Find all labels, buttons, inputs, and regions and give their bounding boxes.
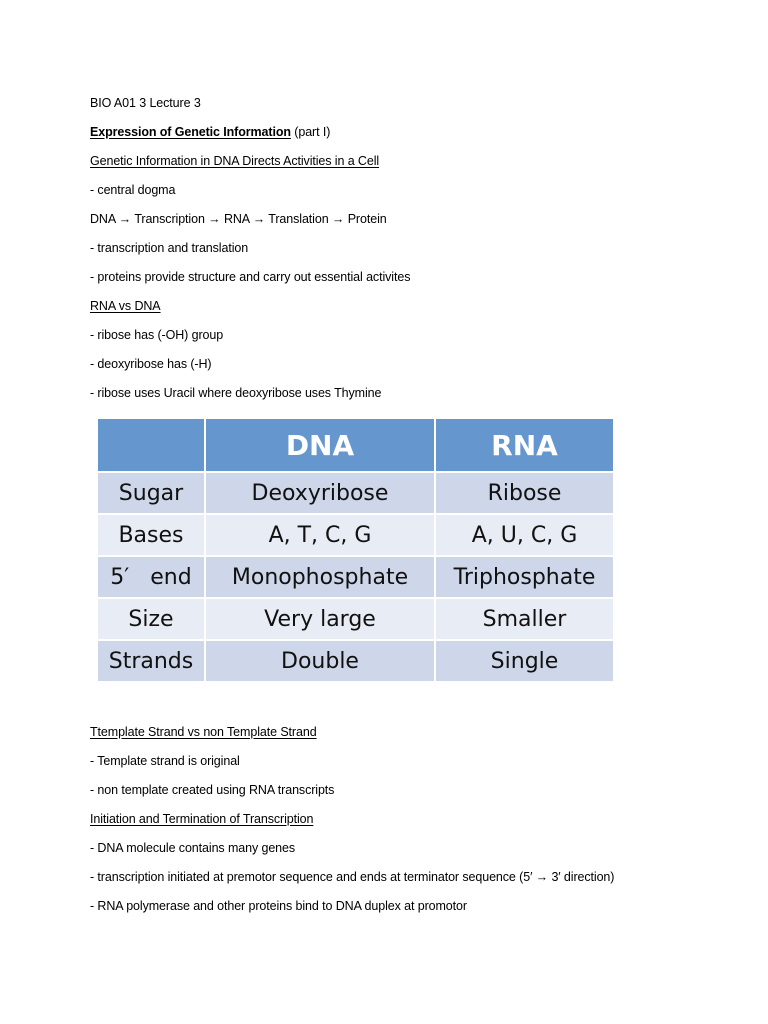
bullet-uracil-thymine: - ribose uses Uracil where deoxyribose uses Thymine — [90, 386, 382, 400]
bullet-transcription-initiated: - transcription initiated at premotor sequence and ends at terminator sequence (5′ → 3′ direction) — [90, 870, 615, 884]
bullet-deoxyribose: - deoxyribose has (-H) — [90, 357, 212, 371]
bullet-non-template: - non template created using RNA transcripts — [90, 783, 335, 797]
bullet-central-dogma: - central dogma — [90, 183, 176, 197]
table-cell-rna: Smaller — [435, 598, 614, 640]
table-cell-dna: Deoxyribose — [205, 472, 435, 514]
section-title-rna-vs-dna: RNA vs DNA — [90, 299, 161, 313]
table-row-label: 5′ end — [97, 556, 205, 598]
table-header-row — [97, 418, 614, 472]
bullet-proteins: - proteins provide structure and carry out essential activites — [90, 270, 411, 284]
table-row — [97, 598, 614, 640]
bullet-transcription-translation: - transcription and translation — [90, 241, 249, 255]
table-row — [97, 556, 614, 598]
section-title-initiation-termination: Initiation and Termination of Transcription — [90, 812, 314, 826]
section-heading-expression — [90, 124, 330, 140]
table-cell-dna: A, T, C, G — [205, 514, 435, 556]
dna-rna-comparison-table — [96, 417, 615, 683]
table-cell-rna: Single — [435, 640, 614, 682]
table-cell-dna: Very large — [205, 598, 435, 640]
table-header-rna: RNA — [435, 418, 614, 472]
table-row — [97, 514, 614, 556]
table-cell-rna: Ribose — [435, 472, 614, 514]
table-cell-rna: Triphosphate — [435, 556, 614, 598]
bullet-dna-genes: - DNA molecule contains many genes — [90, 841, 296, 855]
section-title-suffix: (part I) — [290, 125, 331, 139]
central-dogma-flow: DNA → Transcription → RNA → Translation → Protein — [90, 212, 387, 226]
table-header-dna: DNA — [205, 418, 435, 472]
bullet-rna-polymerase: - RNA polymerase and other proteins bind to DNA duplex at promotor — [90, 899, 467, 913]
table-cell-rna: A, U, C, G — [435, 514, 614, 556]
table-row-label: Strands — [97, 640, 205, 682]
section-title-expression: Expression of Genetic Information — [90, 125, 291, 139]
bullet-ribose: - ribose has (-OH) group — [90, 328, 224, 342]
table-row — [97, 472, 614, 514]
bullet-template-original: - Template strand is original — [90, 754, 240, 768]
table-row-label: Sugar — [97, 472, 205, 514]
course-line: BIO A01 3 Lecture 3 — [90, 96, 201, 110]
table-cell-dna: Double — [205, 640, 435, 682]
table-cell-dna: Monophosphate — [205, 556, 435, 598]
section-title-genetic-info: Genetic Information in DNA Directs Activities in a Cell — [90, 154, 380, 168]
table-row — [97, 640, 614, 682]
table-row-label: Bases — [97, 514, 205, 556]
table-header-cell — [97, 418, 205, 472]
table-row-label: Size — [97, 598, 205, 640]
section-title-template-strand: Ttemplate Strand vs non Template Strand — [90, 725, 317, 739]
